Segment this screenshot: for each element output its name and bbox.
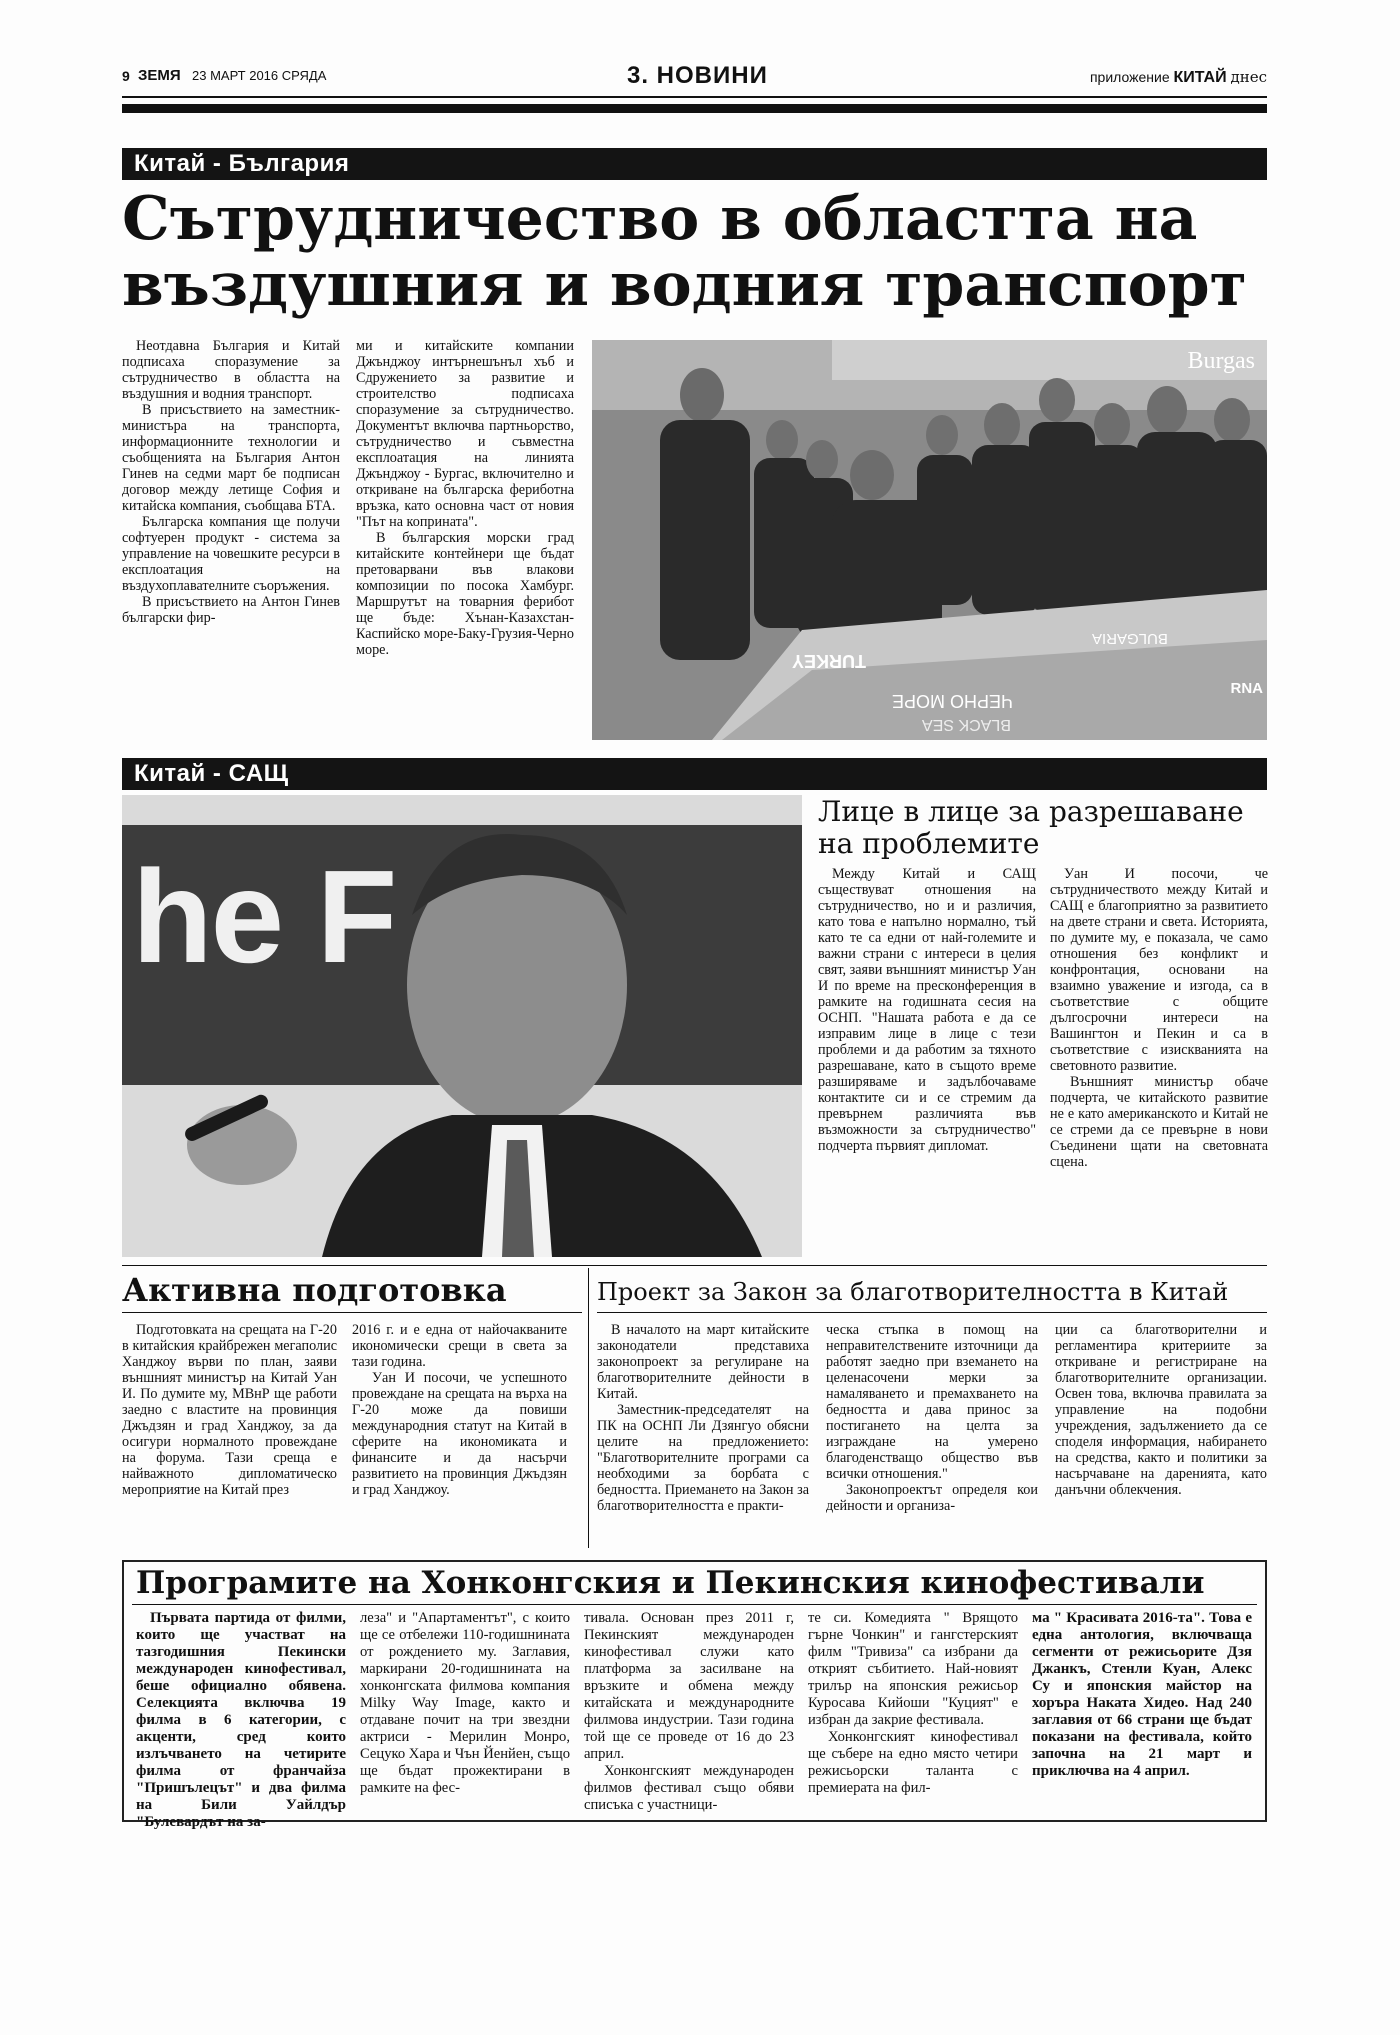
masthead-rule-thin <box>122 96 1267 98</box>
article3-underline <box>122 1312 582 1313</box>
paragraph: леза" и "Апартаментът", с които ще се отбележи 110-годишнината от рождението му. Заглавия, маркирани 20-годишнината на хонконгската филмова компания Milky Way Image, както и отдаване почит на три звездни актриси - Мерилин Монро, Сецуко Хара и Чън Йенйен, също ще бъдат прожектирани в рамките на фес- <box>360 1610 570 1796</box>
article5-column-1 <box>136 1610 346 1831</box>
minister-photo <box>122 795 802 1257</box>
section-title: 3. НОВИНИ <box>627 62 768 89</box>
paragraph: В българския морски град китайските контейнери ще бъдат претоварвани във влакови композиции по посока Хамбург. Маршрутът на товарния ферибот ще бъде: Хънан-Казахстан-Каспийско море-Баку-Грузия-Черно море. <box>356 530 574 658</box>
supplement-prefix: приложение <box>1089 69 1170 85</box>
supplement-label <box>1090 68 1267 87</box>
delegation-photo <box>592 340 1267 740</box>
article2-headline <box>818 796 1268 860</box>
article4-underline <box>597 1312 1267 1313</box>
section-label: Китай - САЩ <box>134 760 289 787</box>
paragraph: Първата партида от филми, които ще участват на тазгодишния Пекински международен кинофестивал, беше официално обявена. Селекцията включва 19 филма в 6 категории, с акценти, сред които излъчването на четирите филма от франчайза "Пришълецът" и два филма на Били Уайлдър "Булевардът на за- <box>136 1610 346 1830</box>
map-label-bulgaria: BULGARIA <box>1092 630 1168 647</box>
paragraph: Неотдавна България и Китай подписаха споразумение за сътрудничество в областта на въздушния и водния транспорт. <box>122 338 340 402</box>
paragraph: Заместник-председателят на ПК на ОСНП Ли Дзянгуо обясни целите на предложението: "Благотворителните програми са необходими за борбата с бедността. Приемането на Закон за благотворителността е практи- <box>597 1402 809 1514</box>
issue-date: 23 МАРТ 2016 СРЯДА <box>192 68 327 83</box>
article5-column-3 <box>584 1610 794 1814</box>
section-bar-china-usa <box>122 758 1267 790</box>
paragraph: Законопроектът определя кои дейности и организа- <box>826 1482 1038 1514</box>
article5-column-4 <box>808 1610 1018 1797</box>
article2-column-1 <box>818 866 1036 1154</box>
article5-headline: Програмите на Хонконгския и Пекинския кинофестивали <box>136 1565 1205 1601</box>
paragraph: Българска компания ще получи софтуерен продукт - система за управление на човешките ресурси в експлоатация на въздухоплавателните съоръжения. <box>122 514 340 594</box>
map-label-black-sea-en: BLACK SEA <box>922 716 1011 733</box>
article1-column-2 <box>356 338 574 658</box>
supplement-suffix: днес <box>1230 68 1267 86</box>
paragraph: В присъствието на Антон Гинев български фир- <box>122 594 340 626</box>
article1-headline <box>122 186 1267 318</box>
paragraph: 2016 г. и е една от найочакваните икономически срещи в света за тази година. <box>352 1322 567 1370</box>
masthead <box>122 62 1267 94</box>
paragraph: тивала. Основан през 2011 г, Пекинският международен кинофестивал служи като платформа за засилване на връзките и обмена между китайската и международните филмова индустрии. Тази година той ще се проведе от 16 до 23 април. <box>584 1610 794 1762</box>
article4-column-2 <box>826 1322 1038 1514</box>
headline-line: Лице в лице за разрешаване <box>818 795 1244 828</box>
article3-headline: Активна подготовка <box>122 1271 507 1309</box>
paragraph: Между Китай и САЩ съществуват отношения на сътрудничество, но и и различия, като това е напълно нормално, тъй като те са едни от най-големите и важни страни с интереси в целия свят, заяви външният министър Уан И по време на пресконференция в рамките на годишната сесия на ОСНП. "Нашата работа е да се изправим лице в лице с тези проблеми и да работим за тяхното разрешаване, като в същото време разширяваме и задълбочаваме контактите си и се стремим да превърнем различията във възможности за сътрудничество" подчерта първият дипломат. <box>818 866 1036 1154</box>
paragraph: Уан И посочи, че успешното провеждане на срещата на върха на Г-20 може да повиши международния статут на Китай в сферите на икономиката и финансите и да насърчи развитието на провинция Джъдзян и град Ханджоу. <box>352 1370 567 1498</box>
article1-column-1 <box>122 338 340 626</box>
map-label-turkey: TURKEY <box>792 651 867 671</box>
map-label-black-sea-bg: ЧЕРНО МОРЕ <box>892 691 1014 711</box>
headline-line: въздушния и водния транспорт <box>122 250 1247 320</box>
paragraph: те си. Комедията " Врящото гърне Чонкин" и гангстерският филм "Тривиза" са избрани да открият събитието. Най-новият трилър на японския режисьор Куросава Кийоши "Куцият" е избран да закрие фестивала. <box>808 1610 1018 1728</box>
article5-column-2 <box>360 1610 570 1797</box>
paragraph: В началото на март китайските законодатели представиха законопроект за регулиране на благотворителните дейности в Китай. <box>597 1322 809 1402</box>
section-label: Китай - България <box>134 150 350 177</box>
paragraph: В присъствието на заместник-министъра на транспорта, информационните технологии и съобщенията на България Антон Гинев на седми март бе подписан договор между летище София и китайска компания, съобщава БТА. <box>122 402 340 514</box>
article4-column-3 <box>1055 1322 1267 1498</box>
page-number: 9 <box>122 68 130 84</box>
paragraph: Хонконгският кинофестивал ще събере на едно място четири режисьорски таланта с премиерата на фил- <box>808 1729 1018 1796</box>
paragraph: Хонконгският международен филмов фестивал също обяви списъка с участници- <box>584 1763 794 1813</box>
map-label-edge: RNA <box>1230 680 1263 697</box>
supplement-brand: КИТАЙ <box>1173 69 1227 86</box>
article2-column-2 <box>1050 866 1268 1170</box>
paragraph: ческа стъпка в помощ на неправителствените източници да работят заедно при вземането на целенасочени мерки за намаляването и премахването на бедността и дава принос за постигането на целта за изграждане на умерено благоденстващо общество във всички отношения." <box>826 1322 1038 1482</box>
article4-headline: Проект за Закон за благотворителността в Китай <box>597 1278 1229 1306</box>
article5-underline <box>132 1604 1257 1605</box>
paragraph: ции са благотворителни и регламентира критериите за откриване и регистриране на благотворителните организации. Освен това, включва правилата за управление на подобни учреждения, задължението да се споделя информация, набирането на средства, както и политики за насърчаване на даренията, като данъчни облекчения. <box>1055 1322 1267 1498</box>
burgas-sign: Burgas <box>1187 348 1255 374</box>
paragraph: ми и китайските компании Джънджоу интърнешънъл хъб и Сдружението за развитие и строителство подписаха споразумение за сътрудничество. Документът включва партньорство, сътрудничество и съвместна експлоатация на линията Джънджоу - Бургас, включително и откриване на българска фериботна връзка, като основна част от новия "Път на коприната". <box>356 338 574 530</box>
delegation-photo-graphic <box>592 340 1267 740</box>
article5-column-5 <box>1032 1610 1252 1780</box>
paragraph: ма " Красивата 2016-та". Това е една антология, включваща сегменти от режисьорите Дзя Джанкъ, Стенли Куан, Алекс Су и японския майстор на хоръра Наката Хидео. Над 240 заглавия от 66 страни ще бъдат показани на фестивала, който започна на 21 март и приключва на 4 април. <box>1032 1610 1252 1779</box>
headline-line: на проблемите <box>818 827 1040 860</box>
paragraph: Подготовката на срещата на Г-20 в китайския крайбрежен мегаполис Ханджоу върви по план, заяви външният министър на Китай Уан И. По думите му, МВнР ще работи заедно с властите на провинция Джъдзян и град Ханджоу, за да осигури нормалното провеждане на форума. Тази среща е найважното дипломатическо мероприятие на Китай през <box>122 1322 337 1498</box>
paper-name: ЗЕМЯ <box>138 67 181 84</box>
article3-column-1 <box>122 1322 337 1498</box>
paragraph: Външният министър обаче подчерта, че китайското развитие не е като американското и Китай не се стреми да се превърне в нови Съединени щати на световната сцена. <box>1050 1074 1268 1170</box>
headline-line: Сътрудничество в областта на <box>122 184 1198 254</box>
masthead-rule-thick <box>122 104 1267 113</box>
divider-vertical <box>588 1268 589 1548</box>
paragraph: Уан И посочи, че сътрудничеството между Китай и САЩ е благоприятно за развитието на двете страни и света. Историята, по думите му, е показала, че само отношения без конфликт и конфронтация, основани на взаимно уважение и изгода, са в съответствие с общите дългосрочни интереси на Вашингтон и Пекин и са в съответствие с изискванията на световното развитие. <box>1050 866 1268 1074</box>
article4-column-1 <box>597 1322 809 1514</box>
section-bar-china-bulgaria <box>122 148 1267 180</box>
backdrop-text: he F <box>132 843 396 990</box>
divider-mid <box>122 1265 1267 1266</box>
article3-column-2 <box>352 1322 567 1498</box>
